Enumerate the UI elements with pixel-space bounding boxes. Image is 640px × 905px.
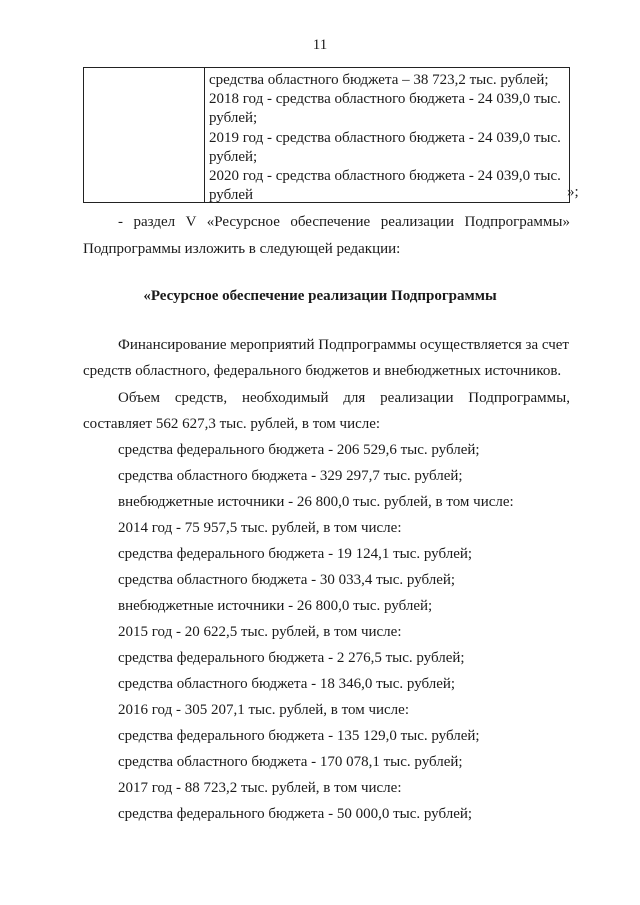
funding-item: средства областного бюджета - 329 297,7 тыс. рублей;	[118, 468, 463, 484]
table-line: 2020 год - средства областного бюджета - 24 039,0 тыс.	[209, 168, 561, 185]
section-heading: «Ресурсное обеспечение реализации Подпрограммы	[143, 288, 497, 304]
funding-item: внебюджетные источники - 26 800,0 тыс. рублей;	[118, 598, 433, 614]
table-left-cell	[84, 68, 205, 202]
table-right-cell	[209, 71, 567, 205]
funding-year: 2016 год - 305 207,1 тыс. рублей, в том числе:	[118, 702, 409, 718]
funding-year: 2014 год - 75 957,5 тыс. рублей, в том числе:	[118, 520, 402, 536]
page-number: 11	[312, 37, 328, 53]
table-line: 2019 год - средства областного бюджета - 24 039,0 тыс.	[209, 129, 561, 146]
table-line: рублей;	[209, 110, 258, 127]
funding-item: средства областного бюджета - 30 033,4 тыс. рублей;	[118, 572, 456, 588]
funding-item: средства федерального бюджета - 135 129,0 тыс. рублей;	[118, 728, 480, 744]
funding-year: 2017 год - 88 723,2 тыс. рублей, в том числе:	[118, 780, 402, 796]
body-paragraph-line: Объем средств, необходимый для реализации Подпрограммы,	[118, 390, 570, 406]
body-paragraph-line: средств областного, федерального бюджетов и внебюджетных источников.	[83, 363, 562, 379]
funding-item: средства федерального бюджета - 19 124,1 тыс. рублей;	[118, 546, 473, 562]
body-paragraph-line: Финансирование мероприятий Подпрограммы осуществляется за счет	[118, 337, 569, 353]
closing-quote-mark: »;	[567, 184, 579, 200]
amendment-intro-line-1: - раздел V «Ресурсное обеспечение реализации Подпрограммы»	[118, 214, 570, 230]
funding-item: средства федерального бюджета - 2 276,5 тыс. рублей;	[118, 650, 465, 666]
funding-item: средства областного бюджета - 170 078,1 тыс. рублей;	[118, 754, 463, 770]
table-line: 2018 год - средства областного бюджета - 24 039,0 тыс.	[209, 91, 561, 108]
funding-year: 2015 год - 20 622,5 тыс. рублей, в том числе:	[118, 624, 402, 640]
funding-item: внебюджетные источники - 26 800,0 тыс. рублей, в том числе:	[118, 494, 514, 510]
funding-table	[83, 67, 570, 203]
body-paragraph-line: составляет 562 627,3 тыс. рублей, в том числе:	[83, 416, 381, 432]
table-line: рублей	[209, 187, 254, 204]
funding-item: средства федерального бюджета - 50 000,0 тыс. рублей;	[118, 806, 473, 822]
table-line: средства областного бюджета – 38 723,2 тыс. рублей;	[209, 72, 549, 88]
funding-item: средства федерального бюджета - 206 529,6 тыс. рублей;	[118, 442, 480, 458]
funding-item: средства областного бюджета - 18 346,0 тыс. рублей;	[118, 676, 456, 692]
amendment-intro-line-2: Подпрограммы изложить в следующей редакции:	[83, 241, 401, 257]
table-line: рублей;	[209, 148, 258, 165]
